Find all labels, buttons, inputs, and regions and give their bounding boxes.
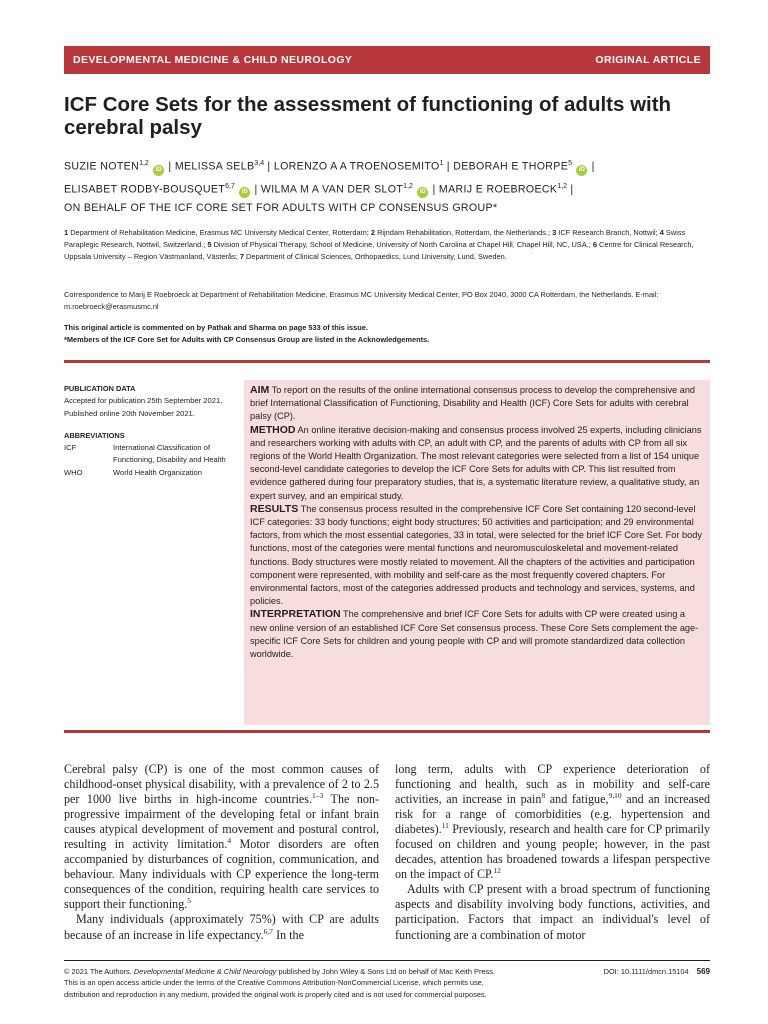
correspondence: Correspondence to Marij E Roebroeck at Department of Rehabilitation Medicine, Erasmus MC University Medical Center, PO Box 2040, 3000 CA Rotterdam, the Netherlands. E-mail: m.roebroeck@erasmusmc.nl: [64, 290, 659, 311]
abstract-method: [250, 424, 704, 503]
affiliation-text: Swiss Paraplegic Research, Nottwil, Switzerland.;: [64, 228, 686, 249]
author-affiliation: 1,2: [139, 160, 149, 167]
affiliation-text: Centre for Clinical Research, Uppsala University – Region Västmanland, Västerås;: [64, 239, 694, 261]
affiliation-number: 6: [592, 239, 597, 249]
abbreviation: ICF: [64, 443, 77, 453]
published-date: Published online 20th November 2021.: [64, 408, 195, 418]
author-affiliation: 5: [568, 160, 573, 167]
author-group: ON BEHALF OF THE ICF CORE SET FOR ADULTS WITH CP CONSENSUS GROUP*: [64, 202, 498, 215]
affiliation-number: 3: [552, 228, 557, 237]
body-column-left: [64, 762, 379, 943]
abbreviation-row: [64, 442, 242, 467]
abstract-label: AIM: [250, 384, 270, 396]
body-text: Adults with CP present with a broad spectrum of functioning aspects and disability involving body functions, activities, and participation. Factors that impact an individual's level of functioning are a combination of motor: [395, 882, 710, 942]
body-paragraph: [395, 882, 710, 942]
author-name: DEBORAH E THORPE: [453, 160, 569, 173]
body-text: long term, adults with CP experience deterioration of functioning and health, such as in mobility and self-care activities, an increase in pain: [395, 762, 710, 807]
abbreviations-heading: ABBREVIATIONS: [64, 430, 125, 440]
citation-ref[interactable]: 8: [541, 791, 546, 801]
publication-sidebar: [64, 383, 242, 479]
abstract-label: METHOD: [250, 423, 296, 436]
author-list: [64, 154, 714, 218]
author-affiliation: 6,7: [225, 182, 235, 190]
author-affiliation: 1: [439, 160, 444, 167]
abbreviation-full: International Classification of Functioning, Disability and Health: [113, 443, 226, 465]
publication-data-heading: PUBLICATION DATA: [64, 384, 136, 393]
accepted-date: Accepted for publication 25th September 2021.: [64, 396, 223, 406]
license-line: This is an open access article under the terms of the Creative Commons Attribution-NonCommercial License, which permits use,: [64, 978, 484, 988]
affiliation-number: 4: [659, 228, 664, 237]
affiliations: [64, 227, 704, 262]
abstract-label: INTERPRETATION: [250, 608, 341, 621]
citation-ref[interactable]: 4: [227, 836, 232, 846]
abbreviation-full: World Health Organization: [113, 467, 202, 477]
journal-banner: [64, 46, 710, 74]
affiliation-number: 2: [370, 228, 375, 237]
abbreviation: WHO: [64, 467, 83, 477]
journal-name: DEVELOPMENTAL MEDICINE & CHILD NEUROLOGY: [73, 54, 353, 66]
divider: [64, 730, 710, 733]
abstract-label: RESULTS: [250, 502, 299, 515]
divider: [64, 360, 710, 363]
commentary-note: This original article is commented on by Pathak and Sharma on page 533 of this issue.: [64, 323, 368, 332]
journal-italic: Developmental Medicine & Child Neurology: [133, 967, 277, 976]
affiliation-number: 7: [239, 251, 244, 261]
author-name: MELISSA SELB: [174, 160, 255, 173]
abstract-text: To report on the results of the online international consensus process to develop the comprehensive and brief International Classification of Functioning, Disability and Health (ICF) Core Sets for adults with cerebral palsy (CP).: [250, 385, 696, 422]
article-type: ORIGINAL ARTICLE: [595, 54, 701, 66]
abstract-results: [250, 503, 704, 609]
copyright: © 2021 The Authors. Developmental Medicine & Child Neurology published by John Wiley & Sons Ltd on behalf of Mac Keith Press.: [64, 967, 495, 976]
orcid-icon[interactable]: iD: [576, 165, 587, 176]
doi[interactable]: DOI: 10.1111/dmcn.15104: [603, 967, 689, 976]
body-column-right: [395, 762, 710, 943]
abstract-aim: [250, 384, 704, 424]
body-text: The non-progressive impairment of the developing fetal or infant brain causes atypical development of movement and postural control, resulting in activity limitation.: [64, 792, 379, 852]
license-line: distribution and reproduction in any medium, provided the original work is properly cited and is not used for commercial purposes.: [64, 989, 487, 999]
author-affiliation: 1,2: [557, 182, 568, 190]
body-paragraph: [64, 762, 379, 912]
citation-ref[interactable]: 12: [493, 866, 501, 876]
body-text: Previously, research and health care for CP primarily focused on children and young people; however, in the past decades, attention has broadened towards a lifespan perspective on the impact of CP.: [395, 822, 710, 882]
publication-dates: [64, 395, 242, 420]
citation-ref[interactable]: 9,10: [608, 791, 622, 801]
author-line-1: SUZIE NOTEN$^{1,2}$ iD | MELISSA SELB$^{3,4}$ | LORENZO A A TROENOSEMITO$^1$ | DEBORAH E THORPE$^5$ iD |: [64, 154, 714, 177]
affiliation-number: 5: [207, 239, 212, 249]
citation-ref[interactable]: 11: [441, 821, 449, 831]
orcid-icon[interactable]: iD: [153, 165, 164, 176]
body-paragraph: [64, 912, 379, 942]
author-name: SUZIE NOTEN: [64, 160, 140, 173]
body-text: Motor disorders are often accompanied by disturbances of cognition, communication, and behaviour. Many individuals with CP experience the long-term consequences of the condition, requiring health care services to support their functioning.: [64, 837, 379, 912]
abstract-text: The consensus process resulted in the comprehensive ICF Core Set containing 120 second-level ICF categories: 33 body functions; eight body structures; 50 activities and participation; and 29 environmental factors, from which the most essential categories, 33 in total, were selected for the brief ICF Core Set. For body functions, most of the categories were mental functions and neuromusculoskeletal and movement-related functions. Body structures were mostly related to movement. All the chapters of the activities and participation component were represented, with mobility and self-care as the most frequently covered chapters. For environmental factors, most of the categories addressed products and technology and services, systems, and policies.: [250, 503, 702, 607]
orcid-icon[interactable]: iD: [239, 187, 250, 198]
page-footer: [64, 966, 710, 1000]
author-name: WILMA M A VAN DER SLOT: [260, 183, 404, 196]
footer-divider: [64, 960, 710, 961]
article-title: ICF Core Sets for the assessment of functioning of adults with cerebral palsy: [64, 93, 672, 139]
author-line-2: ELISABET RODBY-BOUSQUET$^{6,7}$ iD | WILMA M A VAN DER SLOT$^{1,2}$ iD | MARIJ E ROEBROECK$^{1,2}$ |: [64, 177, 714, 200]
author-affiliation: 1,2: [403, 182, 413, 190]
page-number: 569: [696, 967, 710, 976]
affiliation-text: ICF Research Branch, Nottwil;: [558, 228, 658, 237]
body-text: In the: [273, 927, 304, 942]
body-text: and an increased risk for a range of comorbidities (e.g. hypertension and diabetes).: [395, 792, 711, 837]
author-name: MARIJ E ROEBROECK: [438, 183, 558, 196]
abstract-interpretation: [250, 608, 704, 661]
abstract-text: The comprehensive and brief ICF Core Sets for adults with CP were created using a new online version of an established ICF Core Set consensus process. These Core Sets complement the age-specific ICF Core Sets for children and young people with CP and will promote standardized data collection worldwide.: [250, 609, 699, 660]
affiliation-text: Rijndam Rehabilitation, Rotterdam, the Netherlands.;: [377, 228, 551, 237]
citation-ref[interactable]: 5: [187, 896, 192, 906]
abstract-text: An online iterative decision-making and consensus process involved 25 experts, including clinicians and researchers working with adults with CP, an adult with CP, and the parents of adults with CP from all six regions of the World Health Organization. The most relevant categories were selected from a list of 154 unique second-level candidate categories to develop the ICF Core Sets for adults with CP. This list resulted from evidence gathered during four preparatory studies, that is, a systematic literature review, a qualitative study, an expert survey, and an empirical study.: [250, 424, 702, 501]
citation-ref[interactable]: 6,7: [263, 926, 274, 936]
orcid-icon[interactable]: iD: [417, 187, 428, 198]
affiliation-text: Department of Rehabilitation Medicine, Erasmus MC University Medical Center, Rotterdam;: [70, 228, 369, 237]
affiliation-text: Department of Clinical Sciences, Orthopaedics, Lund University, Lund, Sweden.: [246, 251, 507, 261]
author-affiliation: 3,4: [254, 160, 265, 167]
citation-ref[interactable]: 1–3: [312, 791, 324, 801]
body-text: Many individuals (approximately 75%) with CP are adults because of an increase in life expectancy.: [64, 912, 379, 942]
author-name: ELISABET RODBY-BOUSQUET: [64, 183, 226, 196]
article-notes: [64, 322, 704, 346]
body-text: and fatigue,: [545, 792, 609, 807]
body-text: Cerebral palsy (CP) is one of the most common causes of childhood-onset physical disability, with a prevalence of 2 to 2.5 per 1000 live births in high-income countries.: [64, 762, 379, 807]
consensus-group-note: *Members of the ICF Core Set for Adults with CP Consensus Group are listed in the Acknowledgements.: [64, 334, 430, 344]
body-paragraph: [395, 762, 710, 882]
abstract-box: [244, 380, 710, 725]
affiliation-number: 1: [64, 228, 69, 237]
affiliation-text: Division of Physical Therapy, School of Medicine, University of North Carolina at Chapel Hill, Chapel Hill, NC, USA.;: [213, 239, 591, 249]
author-name: LORENZO A A TROENOSEMITO: [273, 160, 440, 173]
abbreviation-row: [64, 467, 242, 479]
